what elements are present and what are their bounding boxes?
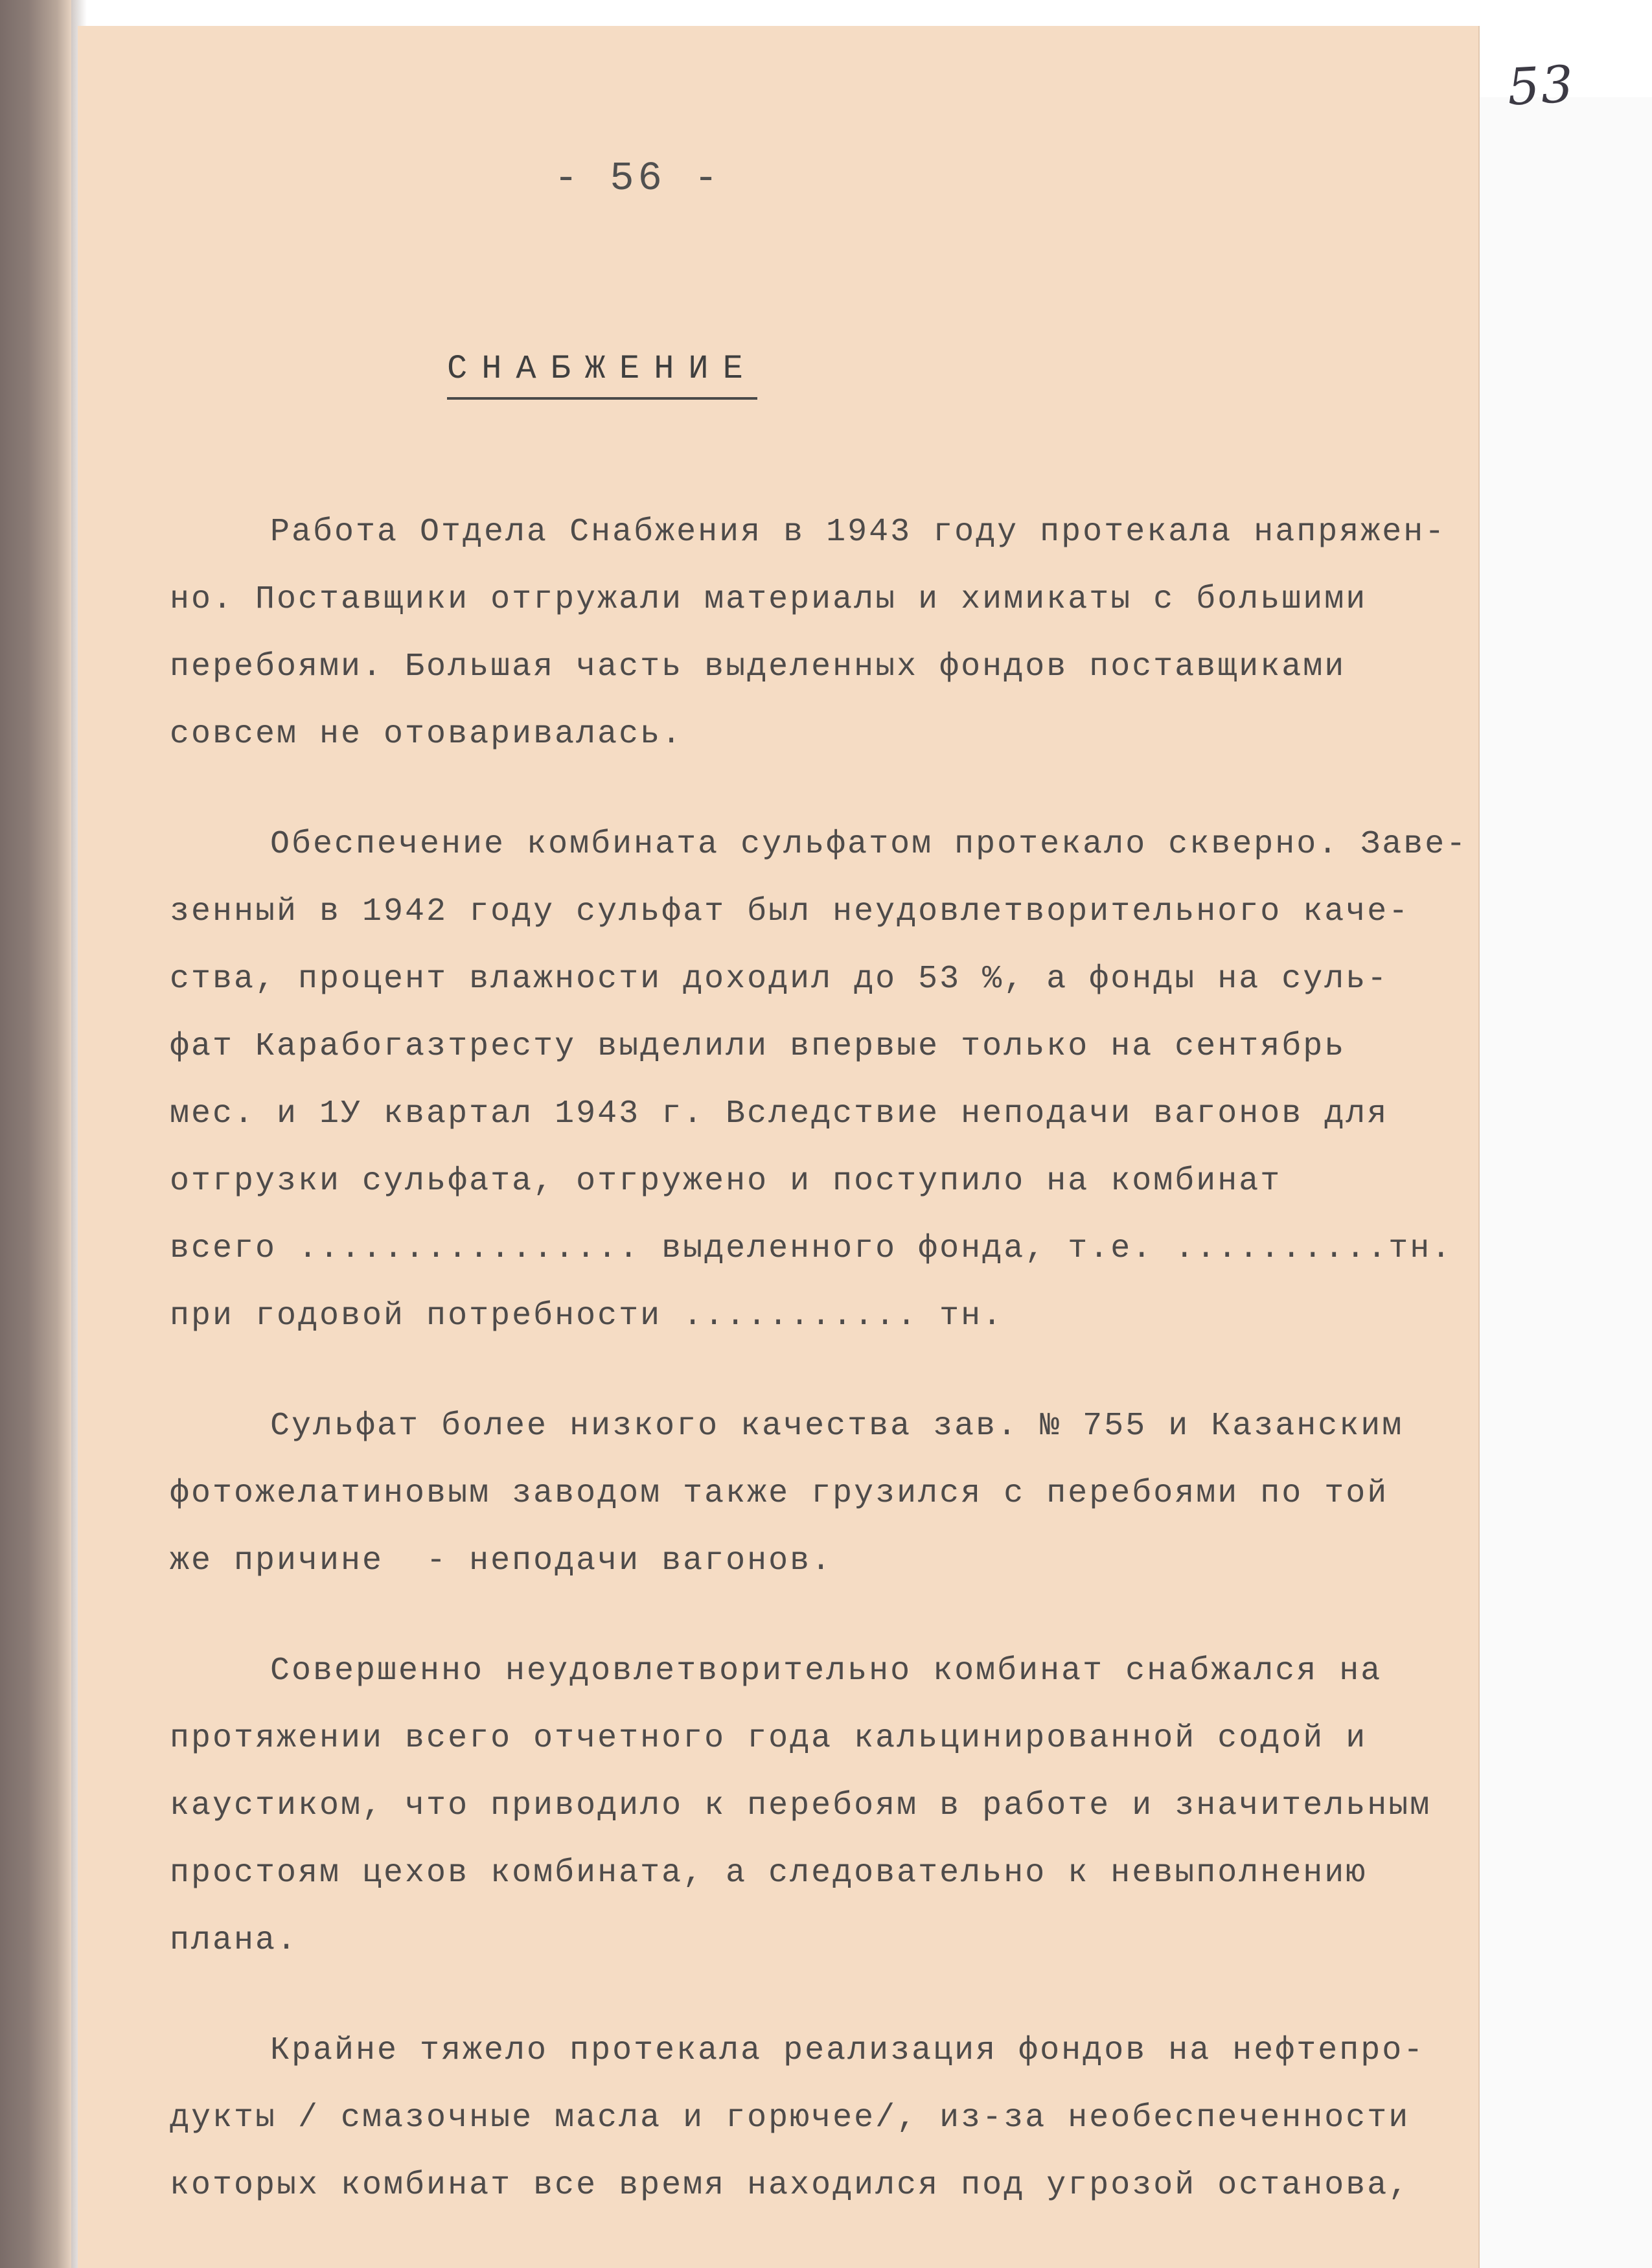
text-line: всего ................ выделенного фонда, т.е. ..........тн.	[170, 1230, 1453, 1267]
text-line: перебоями. Большая часть выделенных фондов поставщиками	[170, 648, 1346, 685]
text-line: фотожелатиновым заводом также грузился с перебоями по той	[170, 1475, 1389, 1512]
text-line: которых комбинат все время находился под угрозой останова,	[170, 2167, 1410, 2204]
document-body	[170, 499, 1491, 2262]
paragraph	[170, 1638, 1491, 1975]
book-binding	[0, 0, 71, 2268]
text-line: дукты / смазочные масла и горючее/, из-за необеспеченности	[170, 2100, 1410, 2136]
text-line: Совершенно неудовлетворительно комбинат снабжался на	[270, 1653, 1382, 1690]
paragraph	[170, 2017, 1491, 2219]
text-line: мес. и 1У квартал 1943 г. Вследствие неподачи вагонов для	[170, 1095, 1389, 1132]
paragraph	[170, 499, 1491, 768]
text-line: Крайне тяжело протекала реализация фондов на нефтепро-	[270, 2032, 1425, 2069]
text-line: же причине - неподачи вагонов.	[170, 1542, 833, 1579]
text-line: каустиком, что приводило к перебоям в работе и значительным	[170, 1787, 1432, 1824]
text-line: протяжении всего отчетного года кальцинированной содой и	[170, 1720, 1368, 1757]
text-line: Обеспечение комбината сульфатом протекало скверно. Заве-	[270, 826, 1468, 863]
text-line: совсем не отоваривалась.	[170, 716, 683, 753]
text-line: Работа Отдела Снабжения в 1943 году протекала напряжен-	[270, 514, 1447, 551]
text-line: Сульфат более низкого качества зав. № 755 и Казанским	[270, 1408, 1404, 1445]
text-line: при годовой потребности ........... тн.	[170, 1298, 1004, 1334]
handwritten-folio-number: 53	[1506, 55, 1576, 117]
text-line: отгрузки сульфата, отгружено и поступило на комбинат	[170, 1163, 1282, 1200]
text-line: простоям цехов комбината, а следовательно к невыполнению	[170, 1855, 1368, 1892]
text-line: ства, процент влажности доходил до 53 %, а фонды на суль-	[170, 961, 1389, 998]
paragraph	[170, 811, 1491, 1350]
text-line: но. Поставщики отгружали материалы и химикаты с большими	[170, 581, 1368, 618]
text-line: плана.	[170, 1922, 299, 1959]
section-heading: СНАБЖЕНИЕ	[447, 350, 757, 400]
text-line: зенный в 1942 году сульфат был неудовлетворительного каче-	[170, 893, 1410, 930]
underlying-paper	[1478, 97, 1652, 2268]
paragraph	[170, 1393, 1491, 1595]
page-number: - 56 -	[554, 155, 722, 201]
text-line: фат Карабогазтресту выделили впервые только на сентябрь	[170, 1028, 1346, 1065]
